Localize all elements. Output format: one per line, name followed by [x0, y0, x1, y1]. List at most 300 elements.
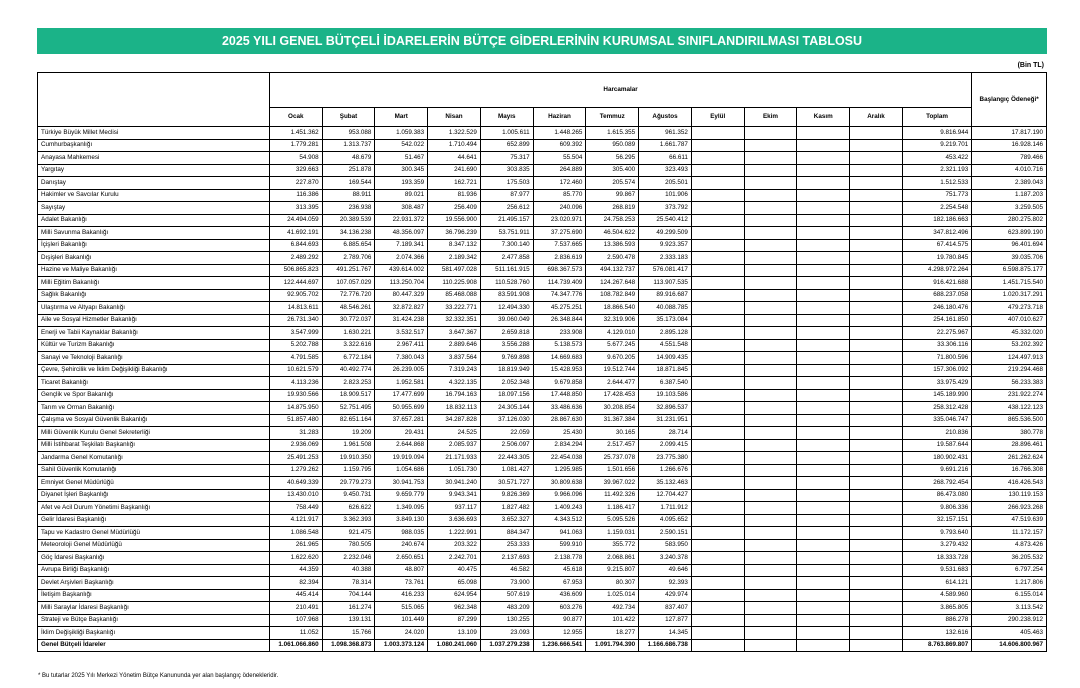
value-cell: 256.409: [428, 202, 481, 215]
value-cell: 3.865.805: [902, 602, 971, 615]
value-cell: 193.359: [375, 177, 428, 190]
value-cell: [797, 177, 850, 190]
value-cell: [691, 302, 744, 315]
value-cell: 31.424.238: [375, 314, 428, 327]
table-row: [38, 352, 1047, 365]
value-cell: 266.923.268: [972, 502, 1047, 515]
value-cell: 41.692.191: [269, 227, 322, 240]
value-cell: [797, 277, 850, 290]
value-cell: 2.477.858: [480, 252, 533, 265]
value-cell: 157.306.092: [902, 364, 971, 377]
value-cell: 31.231.951: [639, 414, 692, 427]
value-cell: 33.975.429: [902, 377, 971, 390]
value-cell: 18.866.540: [586, 302, 639, 315]
value-cell: 162.721: [428, 177, 481, 190]
value-cell: [744, 277, 797, 290]
value-cell: 511.161.915: [480, 264, 533, 277]
value-cell: [797, 214, 850, 227]
institution-name: Danıştay: [38, 177, 270, 190]
value-cell: [797, 314, 850, 327]
value-cell: 5.677.245: [586, 339, 639, 352]
institution-name: Sayıştay: [38, 202, 270, 215]
value-cell: 40.088.785: [639, 302, 692, 315]
value-cell: 36.205.532: [972, 552, 1047, 565]
value-cell: 261.262.624: [972, 452, 1047, 465]
value-cell: 35.132.463: [639, 477, 692, 490]
value-cell: [850, 364, 903, 377]
value-cell: 1.279.262: [269, 464, 322, 477]
value-cell: [744, 527, 797, 540]
value-cell: [850, 227, 903, 240]
value-cell: 2.137.693: [480, 552, 533, 565]
value-cell: 253.333: [480, 539, 533, 552]
value-cell: 626.622: [322, 502, 375, 515]
value-cell: 1.409.243: [533, 502, 586, 515]
value-cell: 22.454.038: [533, 452, 586, 465]
value-cell: [850, 264, 903, 277]
value-cell: 3.636.693: [428, 514, 481, 527]
value-cell: 139.131: [322, 614, 375, 627]
table-row: [38, 389, 1047, 402]
value-cell: 17.448.850: [533, 389, 586, 402]
value-cell: 2.189.342: [428, 252, 481, 265]
value-cell: 113.250.704: [375, 277, 428, 290]
value-cell: 8.763.869.807: [902, 639, 971, 652]
value-cell: [797, 552, 850, 565]
value-cell: 6.155.014: [972, 589, 1047, 602]
value-cell: 2.321.193: [902, 164, 971, 177]
value-cell: 3.647.367: [428, 327, 481, 340]
value-cell: 256.612: [480, 202, 533, 215]
value-cell: [850, 302, 903, 315]
value-cell: [850, 464, 903, 477]
value-cell: 1.711.912: [639, 502, 692, 515]
value-cell: 92.905.702: [269, 289, 322, 302]
value-cell: [797, 589, 850, 602]
value-cell: 2.242.701: [428, 552, 481, 565]
value-cell: [797, 527, 850, 540]
value-cell: [691, 452, 744, 465]
value-cell: [797, 264, 850, 277]
value-cell: 80.447.329: [375, 289, 428, 302]
value-cell: 1.236.666.541: [533, 639, 586, 652]
value-cell: 1.222.991: [428, 527, 481, 540]
value-cell: 101.906: [639, 189, 692, 202]
table-row: [38, 539, 1047, 552]
value-cell: 1.448.265: [533, 127, 586, 140]
value-cell: 16.794.163: [428, 389, 481, 402]
value-cell: 22.059: [480, 427, 533, 440]
value-cell: [850, 552, 903, 565]
table-row: [38, 527, 1047, 540]
value-cell: 9.691.216: [902, 464, 971, 477]
value-cell: 39.060.049: [480, 314, 533, 327]
value-cell: 116.386: [269, 189, 322, 202]
table-row: [38, 489, 1047, 502]
value-cell: [691, 177, 744, 190]
value-cell: [797, 502, 850, 515]
value-cell: [850, 289, 903, 302]
value-cell: 953.088: [322, 127, 375, 140]
value-cell: 7.380.043: [375, 352, 428, 365]
month-header: Kasım: [797, 108, 850, 127]
value-cell: [797, 164, 850, 177]
value-cell: [797, 539, 850, 552]
value-cell: [691, 439, 744, 452]
value-cell: [691, 189, 744, 202]
value-cell: 3.362.393: [322, 514, 375, 527]
value-cell: 1.313.737: [322, 139, 375, 152]
value-cell: 11.172.157: [972, 527, 1047, 540]
value-cell: [797, 627, 850, 640]
value-cell: 127.877: [639, 614, 692, 627]
value-cell: 65.098: [428, 577, 481, 590]
value-cell: 2.895.128: [639, 327, 692, 340]
value-cell: 2.389.043: [972, 177, 1047, 190]
value-cell: 445.414: [269, 589, 322, 602]
value-cell: 1.266.676: [639, 464, 692, 477]
institution-name: Hakimler ve Savcılar Kurulu: [38, 189, 270, 202]
value-cell: 429.974: [639, 589, 692, 602]
month-header: Aralık: [850, 108, 903, 127]
value-cell: 22.443.305: [480, 452, 533, 465]
unit-label: (Bin TL): [1017, 62, 1044, 69]
value-cell: 87.299: [428, 614, 481, 627]
value-cell: [850, 327, 903, 340]
value-cell: 30.941.240: [428, 477, 481, 490]
value-cell: 2.644.477: [586, 377, 639, 390]
value-cell: 1.081.427: [480, 464, 533, 477]
value-cell: 9.769.898: [480, 352, 533, 365]
value-cell: [691, 614, 744, 627]
value-cell: 9.659.779: [375, 489, 428, 502]
table-row: [38, 339, 1047, 352]
value-cell: 416.426.543: [972, 477, 1047, 490]
value-cell: 4.298.972.264: [902, 264, 971, 277]
value-cell: 9.531.683: [902, 564, 971, 577]
value-cell: [691, 277, 744, 290]
table-row: [38, 614, 1047, 627]
value-cell: 1.091.794.390: [586, 639, 639, 652]
value-cell: 25.491.253: [269, 452, 322, 465]
value-cell: 161.274: [322, 602, 375, 615]
value-cell: [744, 152, 797, 165]
value-cell: 9.793.640: [902, 527, 971, 540]
value-cell: 51.467: [375, 152, 428, 165]
value-cell: 1.098.368.873: [322, 639, 375, 652]
value-cell: 19.930.566: [269, 389, 322, 402]
header-expenditures: Harcamalar: [269, 73, 971, 108]
table-row: [38, 127, 1047, 140]
value-cell: 85.468.088: [428, 289, 481, 302]
value-cell: 4.113.236: [269, 377, 322, 390]
value-cell: 3.532.517: [375, 327, 428, 340]
value-cell: 2.232.046: [322, 552, 375, 565]
value-cell: [744, 627, 797, 640]
table-row: [38, 239, 1047, 252]
value-cell: 182.186.663: [902, 214, 971, 227]
value-cell: 2.099.415: [639, 439, 692, 452]
value-cell: 1.086.548: [269, 527, 322, 540]
value-cell: 373.792: [639, 202, 692, 215]
value-cell: 81.936: [428, 189, 481, 202]
value-cell: 96.401.694: [972, 239, 1047, 252]
value-cell: 210.491: [269, 602, 322, 615]
value-cell: 2.517.457: [586, 439, 639, 452]
value-cell: [744, 252, 797, 265]
footnote: * Bu tutarlar 2025 Yılı Merkezi Yönetim Bütçe Kanununda yer alan başlangıç ödenekleridir.: [38, 673, 279, 679]
month-header: Temmuz: [586, 108, 639, 127]
value-cell: 21.171.933: [428, 452, 481, 465]
value-cell: 329.663: [269, 164, 322, 177]
value-cell: 92.393: [639, 577, 692, 590]
value-cell: 11.052: [269, 627, 322, 640]
value-cell: [850, 527, 903, 540]
value-cell: 2.659.818: [480, 327, 533, 340]
value-cell: 1.630.221: [322, 327, 375, 340]
value-cell: 89.021: [375, 189, 428, 202]
value-cell: 9.923.357: [639, 239, 692, 252]
value-cell: 175.503: [480, 177, 533, 190]
value-cell: 47.519.639: [972, 514, 1047, 527]
value-cell: 50.955.699: [375, 402, 428, 415]
table-row: [38, 589, 1047, 602]
value-cell: 108.782.849: [586, 289, 639, 302]
value-cell: [744, 402, 797, 415]
value-cell: 49.299.509: [639, 227, 692, 240]
value-cell: 25.540.412: [639, 214, 692, 227]
value-cell: 44.641: [428, 152, 481, 165]
value-cell: [691, 427, 744, 440]
institution-name: Diyanet İşleri Başkanlığı: [38, 489, 270, 502]
value-cell: 2.333.183: [639, 252, 692, 265]
value-cell: [744, 552, 797, 565]
value-cell: 355.772: [586, 539, 639, 552]
value-cell: [744, 352, 797, 365]
value-cell: 233.908: [533, 327, 586, 340]
value-cell: 4.095.652: [639, 514, 692, 527]
value-cell: [850, 377, 903, 390]
table-row: [38, 452, 1047, 465]
institution-name: Kültür ve Turizm Bakanlığı: [38, 339, 270, 352]
table-row: [38, 602, 1047, 615]
value-cell: 18.097.156: [480, 389, 533, 402]
value-cell: 581.497.028: [428, 264, 481, 277]
value-cell: 101.449: [375, 614, 428, 627]
institution-name: Gelir İdaresi Başkanlığı: [38, 514, 270, 527]
value-cell: 7.300.140: [480, 239, 533, 252]
value-cell: [744, 464, 797, 477]
value-cell: [850, 589, 903, 602]
value-cell: 48.356.097: [375, 227, 428, 240]
value-cell: 886.278: [902, 614, 971, 627]
value-cell: 14.909.435: [639, 352, 692, 365]
value-cell: 2.085.937: [428, 439, 481, 452]
value-cell: [744, 564, 797, 577]
value-cell: 28.867.630: [533, 414, 586, 427]
value-cell: 37.126.030: [480, 414, 533, 427]
value-cell: 180.902.431: [902, 452, 971, 465]
value-cell: [744, 289, 797, 302]
value-cell: 9.826.369: [480, 489, 533, 502]
value-cell: 9.215.807: [586, 564, 639, 577]
value-cell: 82.651.164: [322, 414, 375, 427]
value-cell: 205.501: [639, 177, 692, 190]
value-cell: 335.046.747: [902, 414, 971, 427]
value-cell: 30.809.638: [533, 477, 586, 490]
value-cell: 46.504.622: [586, 227, 639, 240]
value-cell: 506.865.823: [269, 264, 322, 277]
value-cell: [744, 414, 797, 427]
value-cell: [850, 414, 903, 427]
value-cell: [744, 202, 797, 215]
value-cell: 937.117: [428, 502, 481, 515]
value-cell: [850, 127, 903, 140]
value-cell: 86.473.080: [902, 489, 971, 502]
value-cell: 53.751.911: [480, 227, 533, 240]
value-cell: 49.646: [639, 564, 692, 577]
value-cell: 18.277: [586, 627, 639, 640]
value-cell: 48.807: [375, 564, 428, 577]
value-cell: 40.475: [428, 564, 481, 577]
value-cell: 26.239.005: [375, 364, 428, 377]
value-cell: [744, 177, 797, 190]
table-row: [38, 627, 1047, 640]
value-cell: 261.965: [269, 539, 322, 552]
value-cell: 323.493: [639, 164, 692, 177]
value-cell: 407.010.627: [972, 314, 1047, 327]
institution-name: İçişleri Bakanlığı: [38, 239, 270, 252]
value-cell: [691, 477, 744, 490]
value-cell: 22.275.967: [902, 327, 971, 340]
value-cell: 4.322.135: [428, 377, 481, 390]
value-cell: 1.054.686: [375, 464, 428, 477]
value-cell: [744, 589, 797, 602]
value-cell: 6.844.693: [269, 239, 322, 252]
value-cell: 55.504: [533, 152, 586, 165]
value-cell: [691, 214, 744, 227]
value-cell: [850, 164, 903, 177]
value-cell: [797, 427, 850, 440]
value-cell: 453.422: [902, 152, 971, 165]
value-cell: [691, 289, 744, 302]
value-cell: [850, 577, 903, 590]
table-row: [38, 252, 1047, 265]
value-cell: [691, 127, 744, 140]
value-cell: [850, 514, 903, 527]
value-cell: [797, 327, 850, 340]
value-cell: 227.870: [269, 177, 322, 190]
value-cell: [850, 202, 903, 215]
value-cell: 308.487: [375, 202, 428, 215]
value-cell: 416.233: [375, 589, 428, 602]
table-row: [38, 139, 1047, 152]
value-cell: 1.005.611: [480, 127, 533, 140]
value-cell: 623.899.190: [972, 227, 1047, 240]
value-cell: [744, 639, 797, 652]
value-cell: 26.348.844: [533, 314, 586, 327]
value-cell: 24.494.059: [269, 214, 322, 227]
institution-name: Genel Bütçeli İdareler: [38, 639, 270, 652]
value-cell: 921.475: [322, 527, 375, 540]
institution-name: Ticaret Bakanlığı: [38, 377, 270, 390]
value-cell: 219.294.468: [972, 364, 1047, 377]
value-cell: 751.773: [902, 189, 971, 202]
value-cell: [744, 339, 797, 352]
value-cell: 45.275.251: [533, 302, 586, 315]
value-cell: 18.832.113: [428, 402, 481, 415]
value-cell: 231.922.274: [972, 389, 1047, 402]
value-cell: 36.796.239: [428, 227, 481, 240]
institution-name: Milli İstihbarat Teşkilatı Başkanlığı: [38, 439, 270, 452]
value-cell: 78.314: [322, 577, 375, 590]
value-cell: [744, 577, 797, 590]
value-cell: 254.161.850: [902, 314, 971, 327]
value-cell: 72.776.720: [322, 289, 375, 302]
value-cell: [744, 427, 797, 440]
value-cell: 80.307: [586, 577, 639, 590]
value-cell: 1.661.787: [639, 139, 692, 152]
value-cell: 13.430.010: [269, 489, 322, 502]
institution-name: Sağlık Bakanlığı: [38, 289, 270, 302]
value-cell: 609.392: [533, 139, 586, 152]
value-cell: 52.751.495: [322, 402, 375, 415]
value-cell: [850, 427, 903, 440]
value-cell: [850, 439, 903, 452]
value-cell: 31.283: [269, 427, 322, 440]
value-cell: 14.669.683: [533, 352, 586, 365]
value-cell: 25.430: [533, 427, 586, 440]
value-cell: 16.766.308: [972, 464, 1047, 477]
table-row: [38, 277, 1047, 290]
value-cell: [691, 564, 744, 577]
value-cell: [744, 389, 797, 402]
value-cell: [850, 402, 903, 415]
table-row: [38, 314, 1047, 327]
value-cell: 1.349.095: [375, 502, 428, 515]
value-cell: 1.512.533: [902, 177, 971, 190]
table-row: [38, 402, 1047, 415]
value-cell: [797, 189, 850, 202]
table-row: [38, 502, 1047, 515]
value-cell: 515.065: [375, 602, 428, 615]
value-cell: 479.273.718: [972, 302, 1047, 315]
value-cell: 1.779.281: [269, 139, 322, 152]
value-cell: 1.217.806: [972, 577, 1047, 590]
value-cell: [744, 364, 797, 377]
value-cell: 4.551.548: [639, 339, 692, 352]
value-cell: [850, 214, 903, 227]
value-cell: 3.547.999: [269, 327, 322, 340]
table-row: [38, 189, 1047, 202]
header-initial-appropriation: Başlangıç Ödeneği*: [972, 73, 1047, 127]
value-cell: 34.287.828: [428, 414, 481, 427]
value-cell: [850, 627, 903, 640]
value-cell: 18.909.517: [322, 389, 375, 402]
table-row: [38, 514, 1047, 527]
value-cell: 26.731.340: [269, 314, 322, 327]
value-cell: 87.977: [480, 189, 533, 202]
value-cell: 99.867: [586, 189, 639, 202]
value-cell: 6.797.254: [972, 564, 1047, 577]
value-cell: 438.122.123: [972, 402, 1047, 415]
value-cell: [797, 127, 850, 140]
value-cell: 7.319.243: [428, 364, 481, 377]
value-cell: 780.505: [322, 539, 375, 552]
value-cell: 583.950: [639, 539, 692, 552]
value-cell: 1.322.529: [428, 127, 481, 140]
value-cell: [797, 577, 850, 590]
